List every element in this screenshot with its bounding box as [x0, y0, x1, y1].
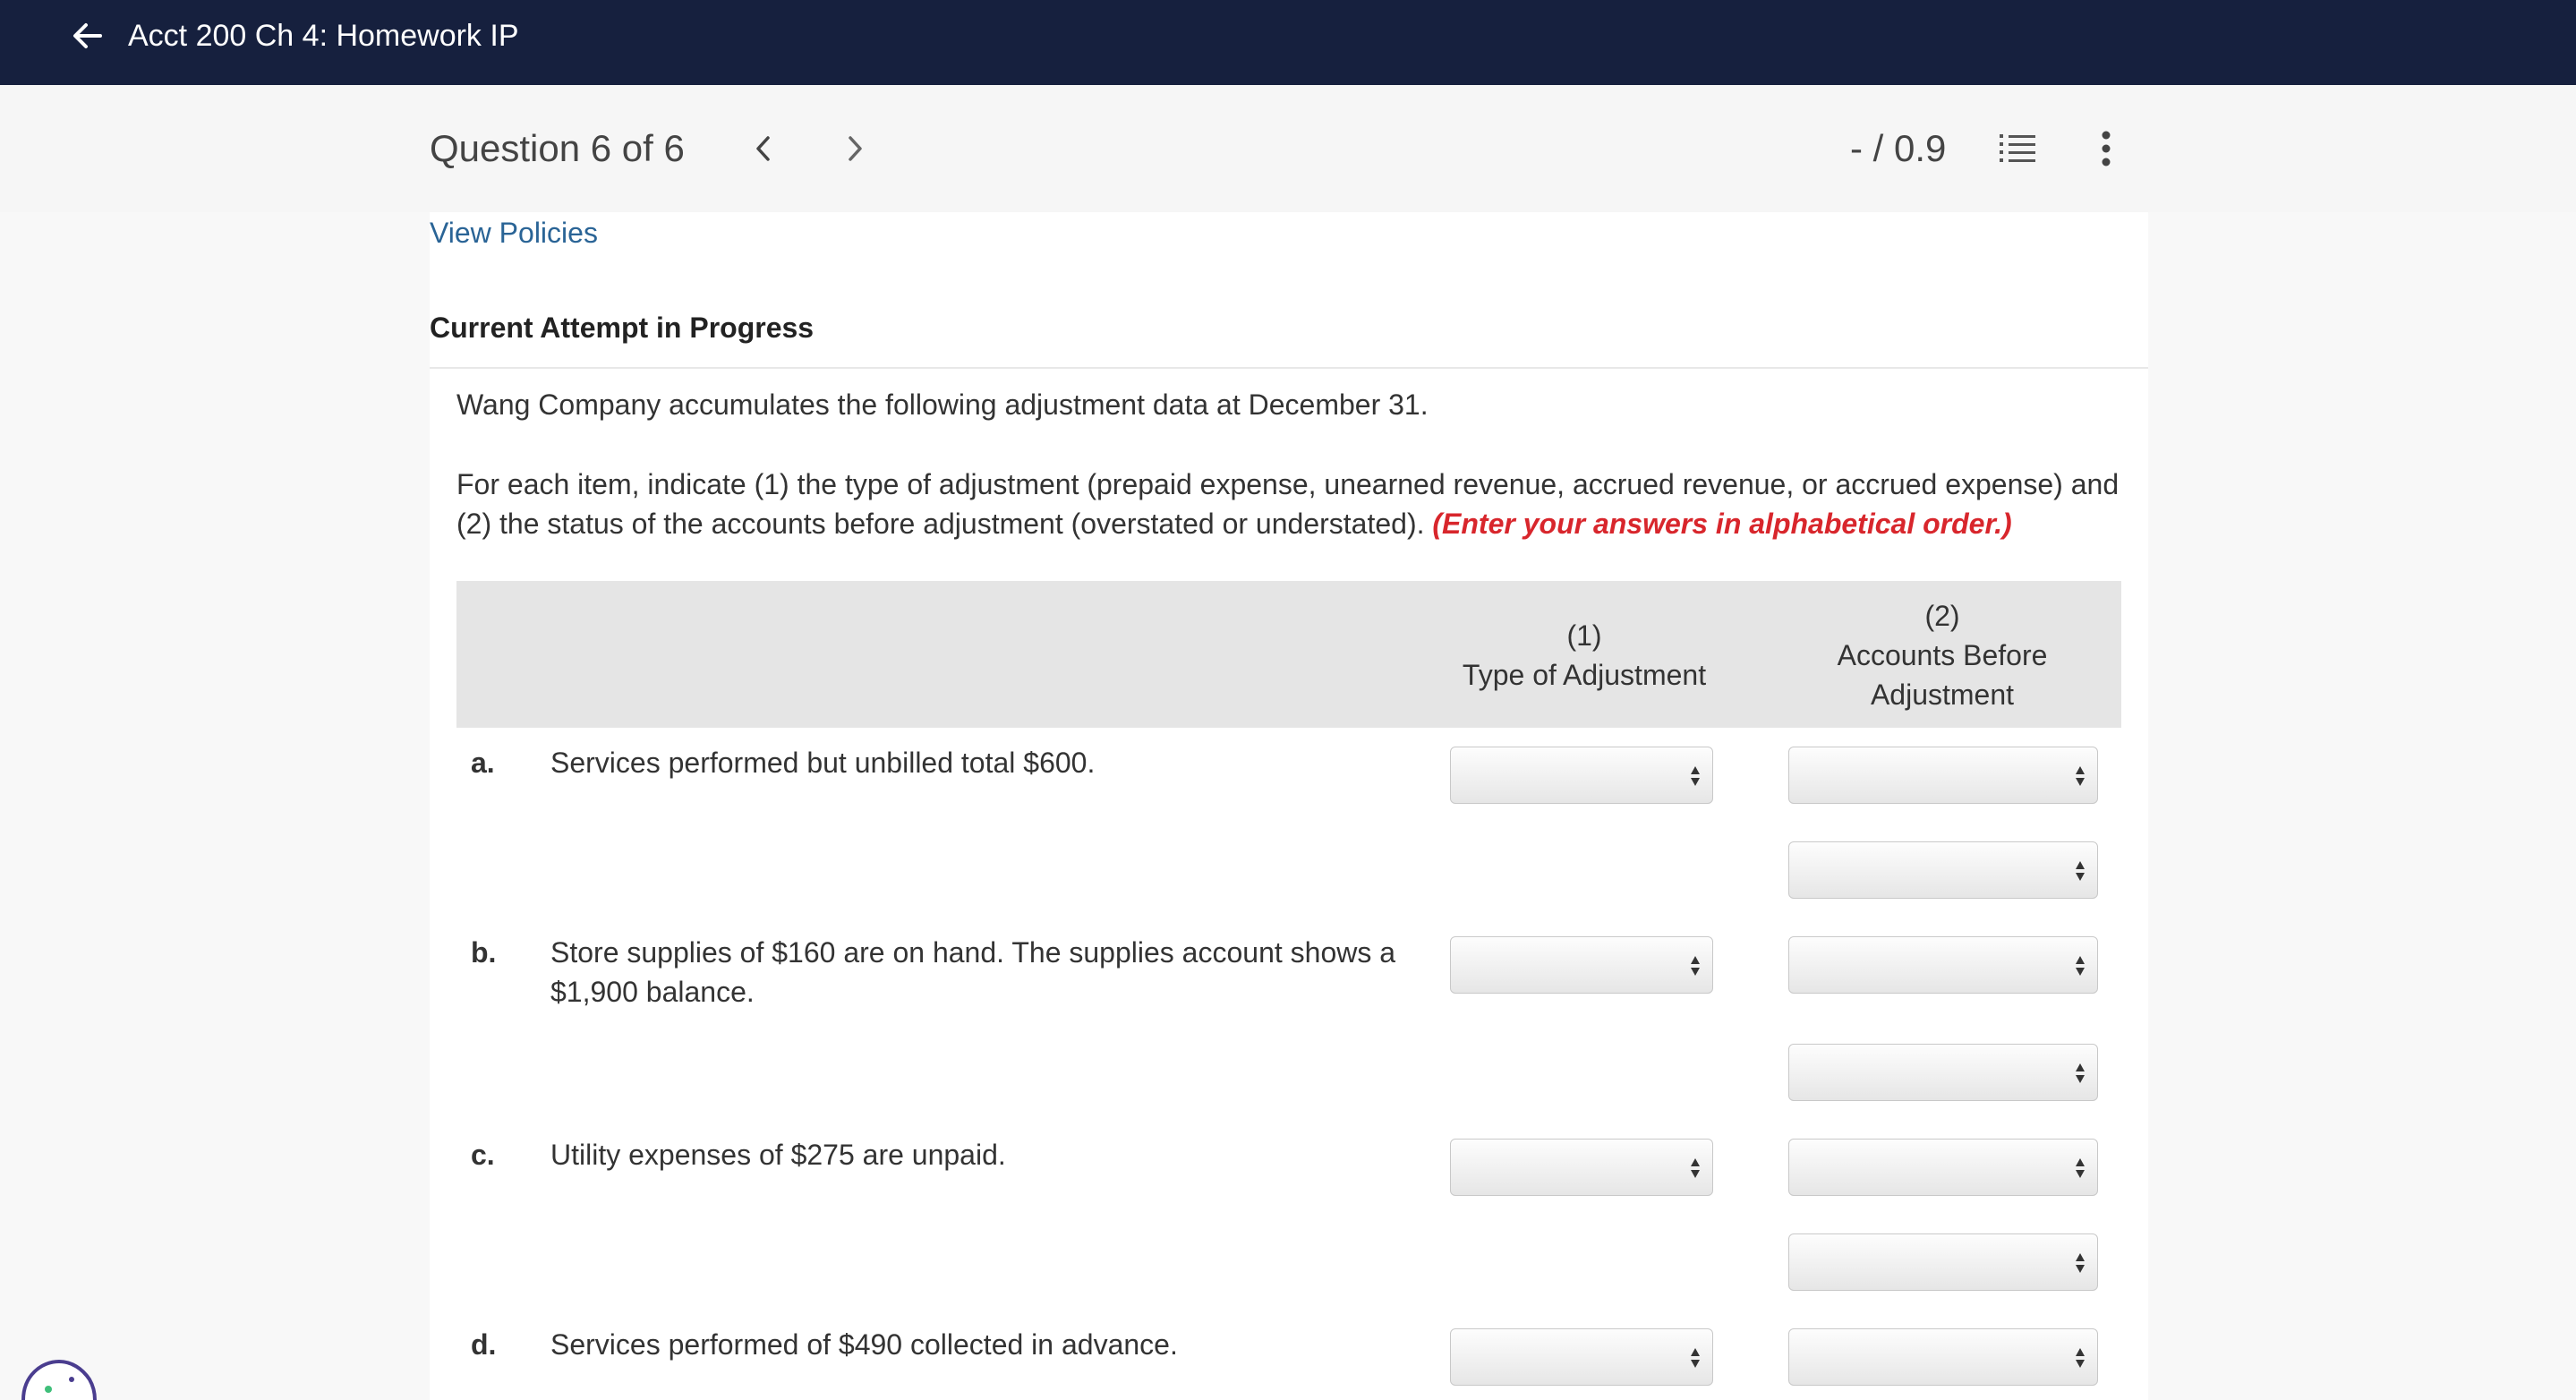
select-accounts-a2[interactable]	[1788, 841, 2098, 899]
chevron-right-icon[interactable]	[841, 132, 868, 165]
top-bar	[0, 0, 2576, 85]
select-accounts-d1[interactable]	[1788, 1328, 2098, 1386]
row-text-line: Store supplies of $160 are on hand. The supplies account shows a	[550, 936, 1396, 969]
divider	[430, 367, 2148, 369]
select-accounts-a1[interactable]	[1788, 747, 2098, 804]
select-type-d[interactable]	[1450, 1328, 1713, 1386]
question-counter: Question 6 of 6	[430, 127, 685, 169]
row-text-d: Services performed of $490 collected in advance.	[550, 1328, 1178, 1361]
row-label-b: b.	[471, 936, 497, 969]
select-type-a[interactable]	[1450, 747, 1713, 804]
row-text-a: Services performed but unbilled total $600.	[550, 747, 1096, 779]
select-arrows-icon	[2074, 1157, 2086, 1180]
select-accounts-c2[interactable]	[1788, 1234, 2098, 1291]
column-title-line: Adjustment	[1870, 679, 2015, 711]
select-type-b[interactable]	[1450, 936, 1713, 994]
chevron-left-icon[interactable]	[750, 132, 777, 165]
select-arrows-icon	[1689, 954, 1702, 977]
select-arrows-icon	[1689, 1346, 1702, 1370]
column-number: (1)	[1566, 619, 1602, 652]
assignment-title: Acct 200 Ch 4: Homework IP	[128, 19, 519, 53]
select-arrows-icon	[2074, 1251, 2086, 1275]
arrow-left-icon[interactable]	[68, 16, 107, 55]
select-accounts-b2[interactable]	[1788, 1044, 2098, 1101]
row-text-line: $1,900 balance.	[550, 976, 755, 1008]
row-label-d: d.	[471, 1328, 497, 1361]
row-label-c: c.	[471, 1139, 495, 1171]
column-title: Type of Adjustment	[1462, 659, 1707, 691]
column-header-accounts	[1790, 596, 2094, 714]
select-arrows-icon	[1689, 764, 1702, 788]
row-label-a: a.	[471, 747, 495, 779]
column-header-type	[1450, 616, 1719, 695]
question-header	[0, 85, 2576, 212]
view-policies-link[interactable]: View Policies	[430, 217, 598, 249]
instructions-text: For each item, indicate (1) the type of adjustment (prepaid expense, unearned revenue, accrued revenue, or accrued expense) and (2) the status of the accounts before adjustment (overstated or understated).	[456, 468, 2120, 540]
question-intro: Wang Company accumulates the following adjustment data at December 31.	[456, 388, 1429, 421]
column-number: (2)	[1924, 600, 1960, 632]
vertical-ellipsis-icon[interactable]	[2093, 129, 2120, 168]
column-title-line: Accounts Before	[1837, 639, 2048, 671]
select-arrows-icon	[2074, 764, 2086, 788]
select-arrows-icon	[2074, 859, 2086, 883]
numbered-list-icon[interactable]	[1998, 131, 2037, 166]
cookie-icon[interactable]	[18, 1356, 98, 1400]
row-text-b	[550, 933, 1410, 1012]
row-text-c: Utility expenses of $275 are unpaid.	[550, 1139, 1006, 1171]
instructions-emphasis: (Enter your answers in alphabetical order.)	[1432, 508, 2012, 540]
select-arrows-icon	[2074, 1062, 2086, 1085]
select-accounts-c1[interactable]	[1788, 1139, 2098, 1196]
select-arrows-icon	[1689, 1157, 1702, 1180]
select-type-c[interactable]	[1450, 1139, 1713, 1196]
question-instructions	[456, 465, 2139, 543]
select-arrows-icon	[2074, 1346, 2086, 1370]
select-arrows-icon	[2074, 954, 2086, 977]
attempt-status: Current Attempt in Progress	[430, 312, 815, 344]
select-accounts-b1[interactable]	[1788, 936, 2098, 994]
question-score: - / 0.9	[1850, 127, 1947, 169]
